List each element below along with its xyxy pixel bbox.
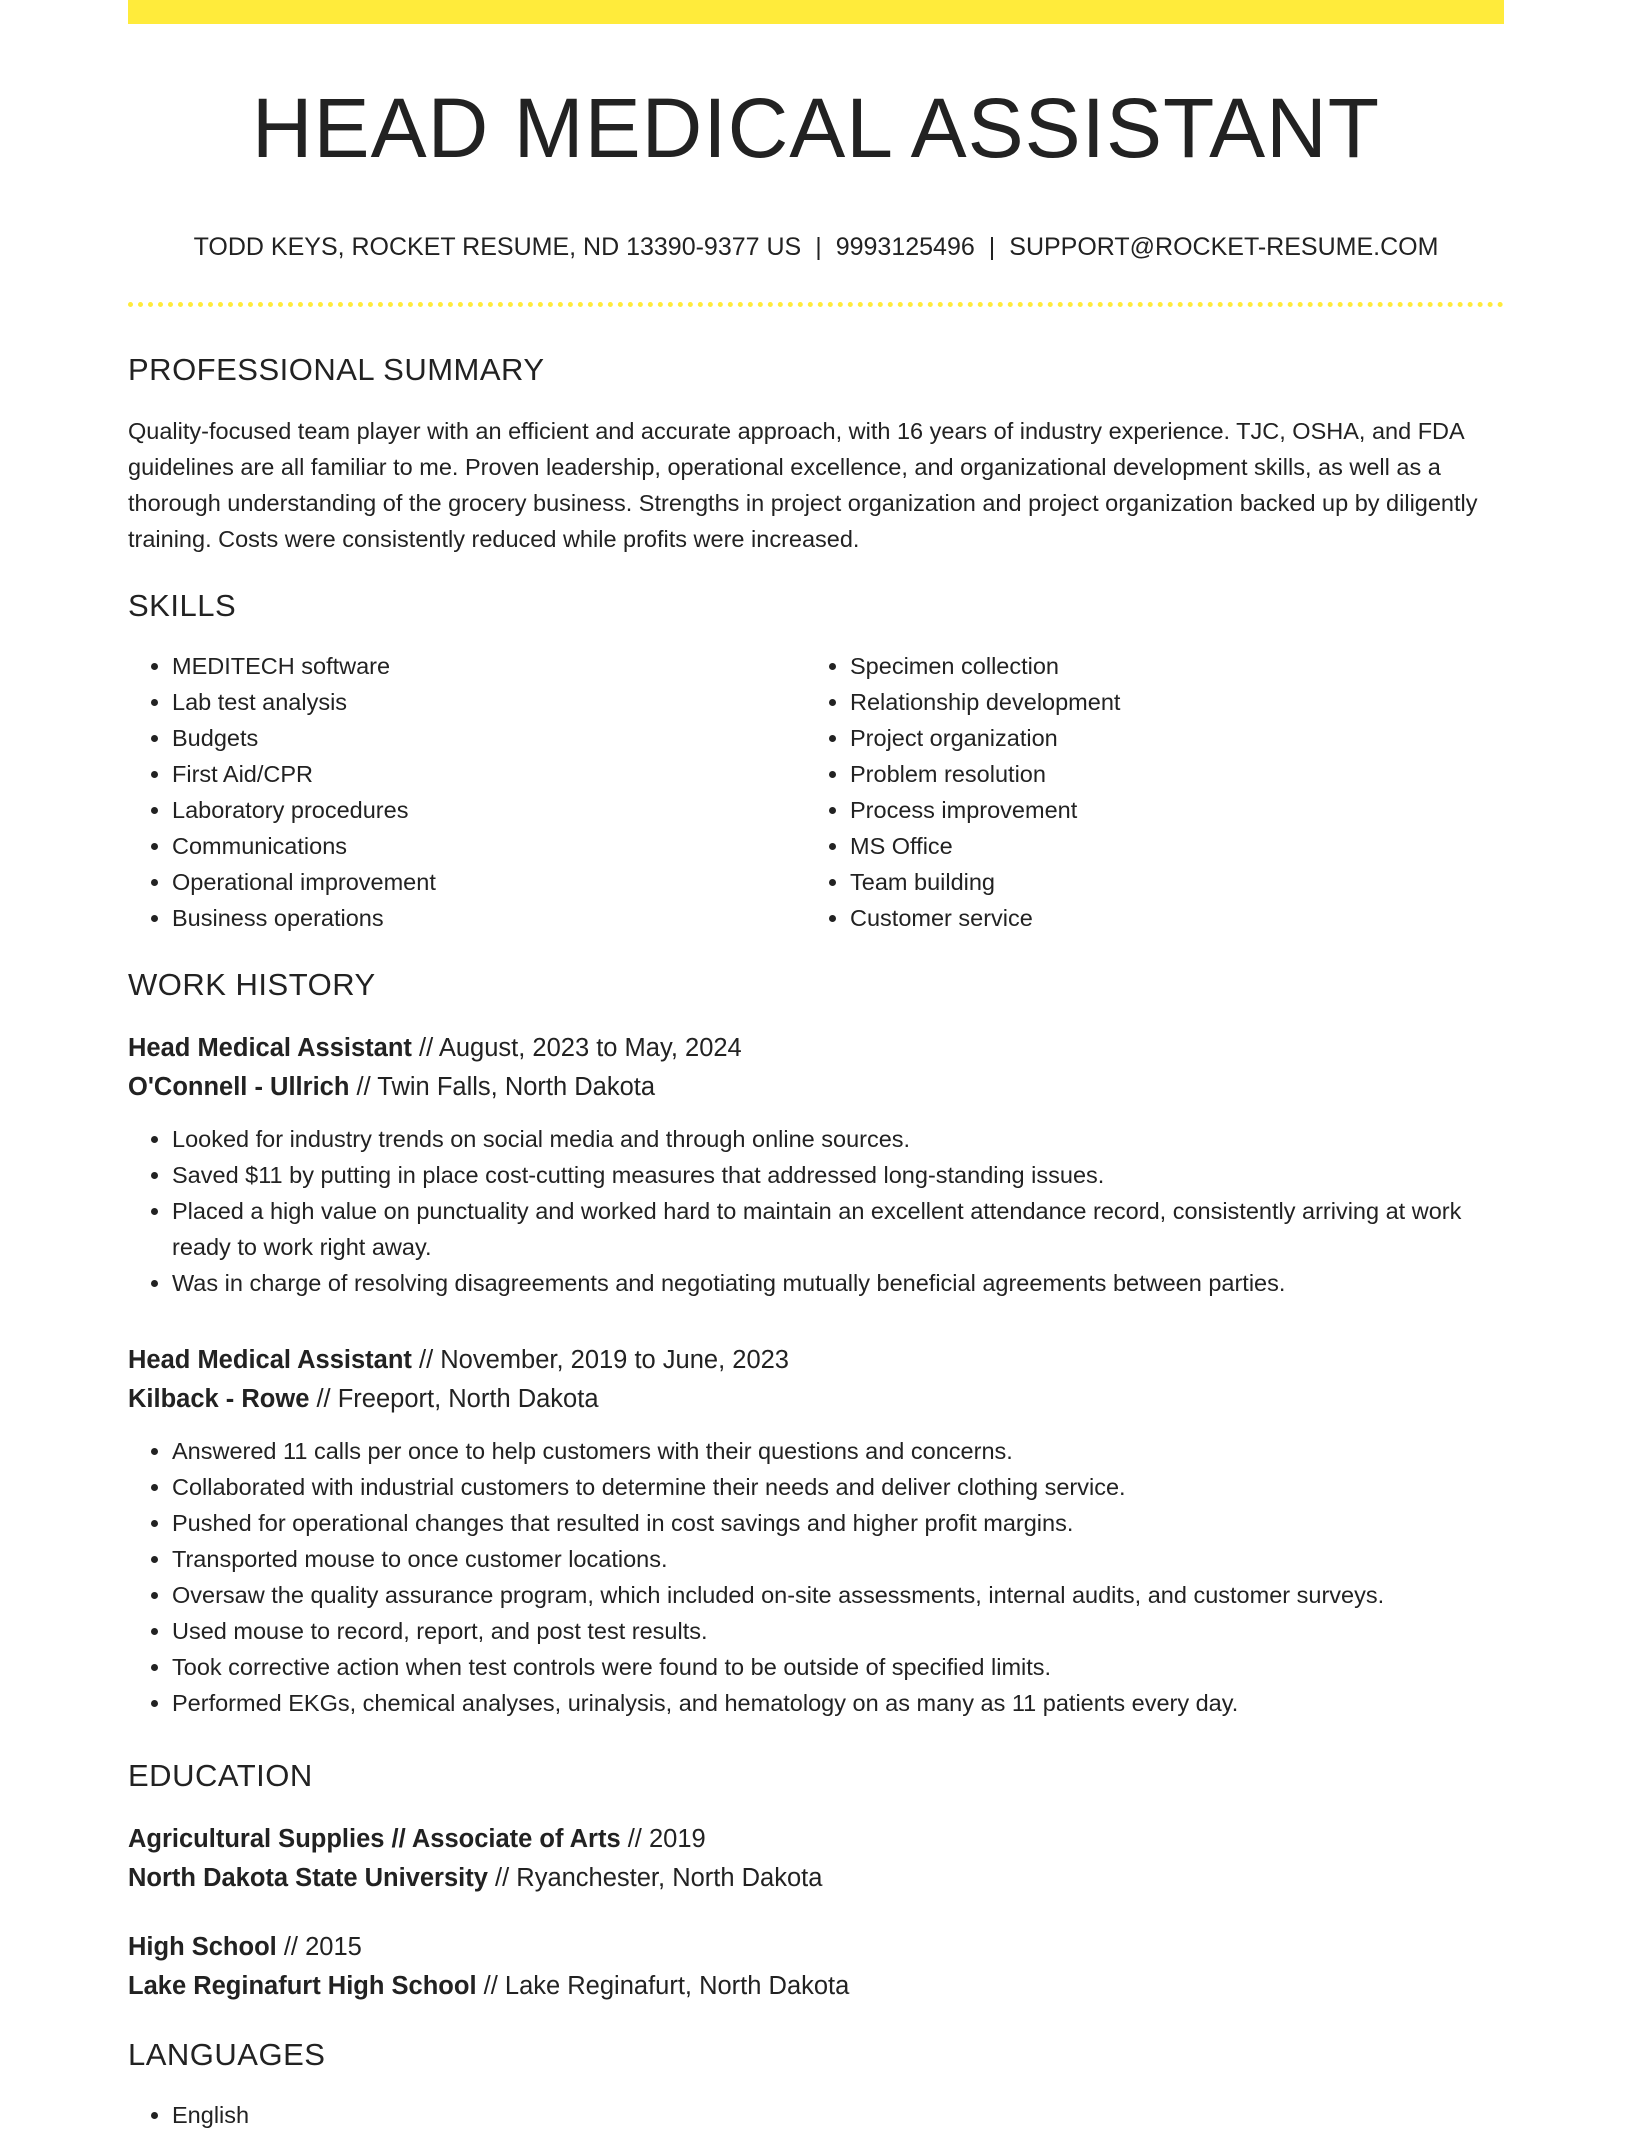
job-position: Head Medical Assistant [128,1033,412,1062]
skills-column-left [128,648,806,936]
job-entry [128,1341,1504,1721]
job-location: // Twin Falls, North Dakota [349,1072,656,1101]
skill-item: • MS Office [850,828,1484,864]
skill-item: • Customer service [850,900,1484,936]
education-degree-line [128,1820,1504,1859]
contact-separator: | [988,233,996,262]
skill-item: • Operational improvement [172,864,806,900]
job-position: Head Medical Assistant [128,1345,412,1374]
education-heading: EDUCATION [128,1757,313,1793]
skill-item: • MEDITECH software [172,648,806,684]
skill-item: • First Aid/CPR [172,756,806,792]
job-title-line [128,1029,1504,1068]
skill-item: • Lab test analysis [172,684,806,720]
skill-item: • Budgets [172,720,806,756]
job-company-line [128,1068,1504,1107]
job-company: O'Connell - Ullrich [128,1072,350,1101]
skill-item: • Relationship development [850,684,1484,720]
job-dates: // November, 2019 to June, 2023 [411,1345,789,1374]
job-company-line [128,1380,1504,1419]
skill-item: • Laboratory procedures [172,792,806,828]
job-title-line [128,1341,1504,1380]
summary-text: Quality-focused team player with an efficient and accurate approach, with 16 years of industry experience. TJC, OSHA, and FDA guidelines are all familiar to me. Proven leadership, operational excellence, and organizational development skills, as well as a thorough understanding of the grocery business. Strengths in project organization and project organization backed up by diligently training. Costs were consistently reduced while profits were increased. [128,417,1478,552]
job-bullet: • Answered 11 calls per once to help customers with their questions and concerns. [172,1433,1504,1469]
education-degree: High School [128,1933,277,1962]
job-bullets [128,1433,1504,1721]
language-item: • English [172,2097,1504,2133]
education-degree: Agricultural Supplies // Associate of Arts [128,1825,621,1854]
job-bullet: • Collaborated with industrial customers to determine their needs and deliver clothing service. [172,1469,1504,1505]
education-location: // Lake Reginafurt, North Dakota [476,1972,850,2001]
skill-item: • Project organization [850,720,1484,756]
job-bullet: • Pushed for operational changes that resulted in cost savings and higher profit margins. [172,1505,1504,1541]
education-entry [128,1928,1504,2006]
contact-separator: | [815,233,822,262]
job-bullet: • Took corrective action when test controls were found to be outside of specified limits. [172,1649,1504,1685]
job-location: // Freeport, North Dakota [309,1384,599,1413]
education-entry [128,1820,1504,1898]
education-year: // 2015 [276,1933,362,1962]
education-school-line [128,1967,1504,2006]
work-history-heading: WORK HISTORY [128,966,376,1002]
education-location: // Ryanchester, North Dakota [487,1864,823,1893]
contact-phone: 9993125496 [835,233,975,262]
skill-item: • Problem resolution [850,756,1484,792]
languages-heading: LANGUAGES [128,2037,326,2073]
job-bullet: • Oversaw the quality assurance program, which included on-site assessments, internal audits, and customer surveys. [172,1577,1504,1613]
job-bullet: • Saved $11 by putting in place cost-cutting measures that addressed long-standing issues. [172,1157,1504,1193]
skills-heading: SKILLS [128,587,237,623]
education-degree-line [128,1928,1504,1967]
resume-page [128,0,1504,2133]
languages-list [128,2097,1504,2133]
summary-heading: PROFESSIONAL SUMMARY [128,352,545,388]
job-dates: // August, 2023 to May, 2024 [411,1033,742,1062]
job-bullets [128,1121,1504,1301]
education-year: // 2019 [620,1825,706,1854]
skill-item: • Team building [850,864,1484,900]
job-bullet: • Performed EKGs, chemical analyses, urinalysis, and hematology on as many as 11 patients every day. [172,1685,1504,1721]
job-bullet: • Was in charge of resolving disagreements and negotiating mutually beneficial agreements between parties. [172,1265,1504,1301]
skills-list [128,648,1504,936]
contact-email: SUPPORT@ROCKET-RESUME.COM [1009,233,1439,262]
resume-title: HEAD MEDICAL ASSISTANT [251,81,1381,175]
skill-item: • Communications [172,828,806,864]
job-bullet: • Placed a high value on punctuality and worked hard to maintain an excellent attendance record, consistently arriving at work ready to work right away. [172,1193,1504,1265]
accent-top-bar [128,0,1504,24]
skill-item: • Business operations [172,900,806,936]
dotted-divider [128,302,1504,307]
job-bullet: • Transported mouse to once customer locations. [172,1541,1504,1577]
job-bullet: • Looked for industry trends on social media and through online sources. [172,1121,1504,1157]
education-school: North Dakota State University [128,1864,488,1893]
education-school: Lake Reginafurt High School [128,1972,477,2001]
job-entry [128,1029,1504,1301]
job-bullet: • Used mouse to record, report, and post test results. [172,1613,1504,1649]
contact-line [128,232,1504,262]
skills-column-right [806,648,1484,936]
skill-item: • Process improvement [850,792,1484,828]
education-school-line [128,1859,1504,1898]
job-company: Kilback - Rowe [128,1384,310,1413]
contact-address: TODD KEYS, ROCKET RESUME, ND 13390-9377 US [193,233,802,262]
skill-item: • Specimen collection [850,648,1484,684]
